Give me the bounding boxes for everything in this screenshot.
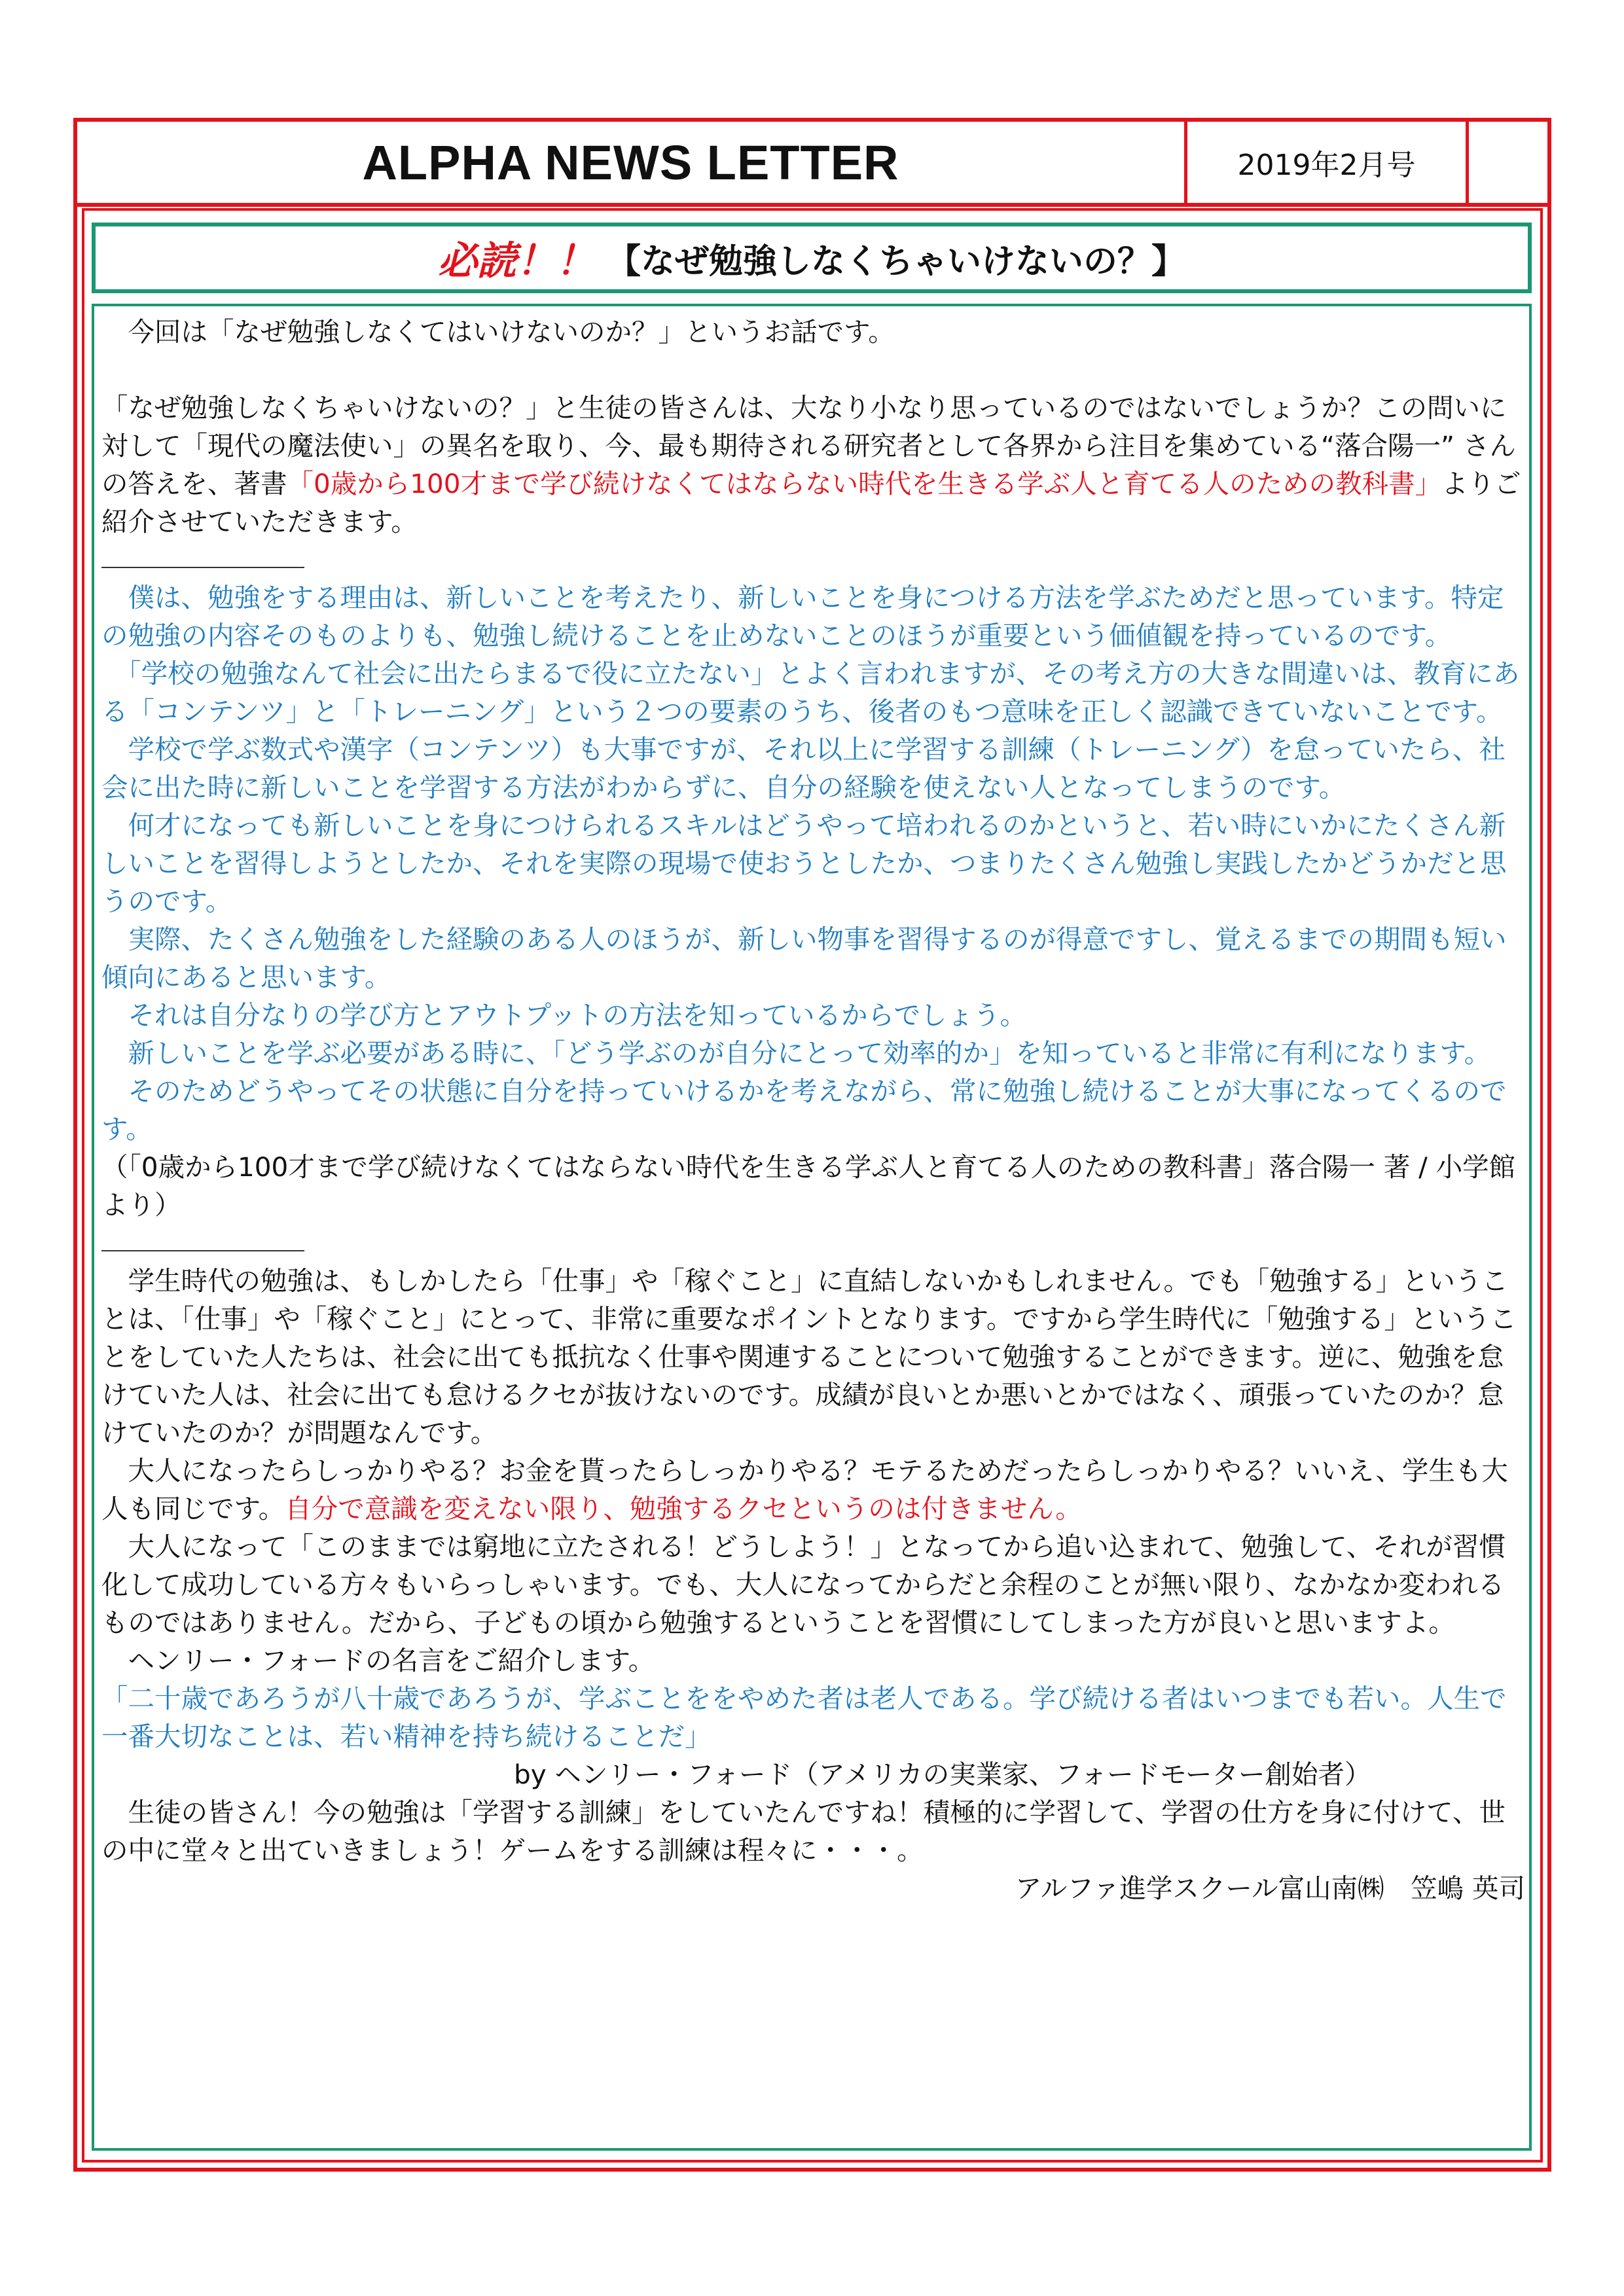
ford-quote: 「二十歳であろうが八十歳であろうが、学ぶことををやめた者は老人である。学び続ける者はいつまでも若い。人生で一番大切なことは、若い精神を持ち続けることだ」 <box>101 1683 1507 1752</box>
quote-paragraph: 実際、たくさん勉強をした経験のある人のほうが、新しい物事を習得するのが得意ですし、覚えるまでの期間も短い傾向にあると思います。 <box>101 924 1507 993</box>
quote-paragraph: 学校で学ぶ数式や漢字（コンテンツ）も大事ですが、それ以上に学習する訓練（トレーニング）を怠っていたら、社会に出た時に新しいことを学習する方法がわからずに、自分の経験を使えない人となってしまうのです。 <box>101 734 1506 803</box>
divider-line <box>101 1224 304 1262</box>
paragraph-4: 大人になって「このままでは窮地に立たされる！どうしよう！」となってから追い込まれて、勉強して、それが習慣化して成功している方々もいらっしゃいます。でも、大人になってからだと余程のことが無い限り、なかなか変われるものではありません。だから、子どもの頃から勉強するということを習慣にしてしまった方が良いと思いますよ。 <box>101 1531 1506 1638</box>
book-title: 「0歳から100才まで学び続けなくてはならない時代を生きる学ぶ人と育てる人のための教科書」 <box>287 468 1442 499</box>
must-read-label: 必読！！ <box>437 238 595 284</box>
citation: （「0歳から100才まで学び続けなくてはならない時代を生きる学ぶ人と育てる人のための教科書」落合陽一 著 / 小学館より） <box>101 1151 1516 1221</box>
ford-byline: by ヘンリー・フォード（アメリカの実業家、フォードモーター創始者） <box>514 1759 1371 1790</box>
quote-paragraph: それは自分なりの学び方とアウトプットの方法を知っているからでしょう。 <box>101 999 1027 1031</box>
newsletter-header <box>73 118 1551 207</box>
blank-cell <box>1469 122 1547 203</box>
paragraph-3-text: 大人になったらしっかりやる？お金を貰ったらしっかりやる？モテるためだったらしっかりやる？いいえ、学生も大人も同じです。 <box>101 1455 1508 1524</box>
quote-paragraph: 僕は、勉強をする理由は、新しいことを考えたり、新しいことを身につける方法を学ぶためだと思っています。特定の勉強の内容そのものよりも、勉強し続けることを止めないことのほうが重要という価値観を持っているのです。 <box>101 582 1504 651</box>
intro-paragraph: 今回は「なぜ勉強しなくてはいけないのか？」というお話です。 <box>101 316 895 348</box>
newsletter-title: ALPHA NEWS LETTER <box>362 135 899 190</box>
quote-paragraph: そのためどうやってその状態に自分を持っていけるかを考えながら、常に勉強し続けることが大事になってくるのです。 <box>101 1075 1507 1145</box>
title-cell <box>77 122 1187 203</box>
quoted-section <box>101 579 1525 1148</box>
paragraph-2: 学生時代の勉強は、もしかしたら「仕事」や「稼ぐこと」に直結しないかもしれません。でも「勉強する」ということは、「仕事」や「稼ぐこと」にとって、非常に重要なポイントとなります。ですから学生時代に「勉強する」ということをしていた人たちは、社会に出ても抵抗なく仕事や関連することについて勉強することができます。逆に、勉強を怠けていた人は、社会に出ても怠けるクセが抜けないのです。成績が良いとか悪いとかではなく、頑張っていたのか？怠けていたのか？が問題なんです。 <box>101 1265 1517 1448</box>
headline: 【なぜ勉強しなくちゃいけないの？】 <box>606 242 1185 281</box>
quote-paragraph: 新しいことを学ぶ必要がある時に、「どう学ぶのが自分にとって効率的か」を知っていると非常に有利になります。 <box>101 1037 1491 1069</box>
issue-cell <box>1187 122 1469 203</box>
issue-date: 2019年2月号 <box>1237 149 1416 182</box>
paragraph-5: ヘンリー・フォードの名言をご紹介します。 <box>101 1645 655 1676</box>
article-body <box>101 313 1525 1907</box>
divider-line <box>101 541 304 579</box>
signature: アルファ進学スクール富山南㈱ 笠嶋 英司 <box>1015 1873 1525 1904</box>
paragraph-1 <box>101 389 1525 541</box>
paragraph-3 <box>101 1452 1525 1528</box>
paragraph-1-text: 「なぜ勉強しなくちゃいけないの？」と生徒の皆さんは、大なり小なり思っているのではないでしょうか？この問いに対して「現代の魔法使い」の異名を取り、今、最も期待される研究者として各界から注目を集めている“落合陽一” さんの答えを、著書 <box>101 392 1516 499</box>
quote-paragraph: 「学校の勉強なんて社会に出たらまるで役に立たない」とよく言われますが、その考え方の大きな間違いは、教育にある「コンテンツ」と「トレーニング」という２つの要素のうち、後者のもつ意味を正しく認識できていないことです。 <box>101 658 1520 727</box>
paragraph-1-end: よりご紹介させていただきます。 <box>101 468 1521 537</box>
quote-paragraph: 何才になっても新しいことを身につけられるスキルはどうやって培われるのかというと、若い時にいかにたくさん新しいことを習得しようとしたか、それを実際の現場で使おうとしたか、つまりたくさん勉強し実践したかどうかだと思うのです。 <box>101 810 1507 917</box>
closing-paragraph: 生徒の皆さん！今の勉強は「学習する訓練」をしていたんですね！積極的に学習して、学習の仕方を身に付けて、世の中に堂々と出ていきましょう！ゲームをする訓練は程々に・・・。 <box>101 1797 1506 1866</box>
headline-banner <box>92 223 1532 293</box>
emphasis-text: 自分で意識を変えない限り、勉強するクセというのは付きません。 <box>285 1493 1082 1524</box>
spacer <box>101 351 1525 389</box>
